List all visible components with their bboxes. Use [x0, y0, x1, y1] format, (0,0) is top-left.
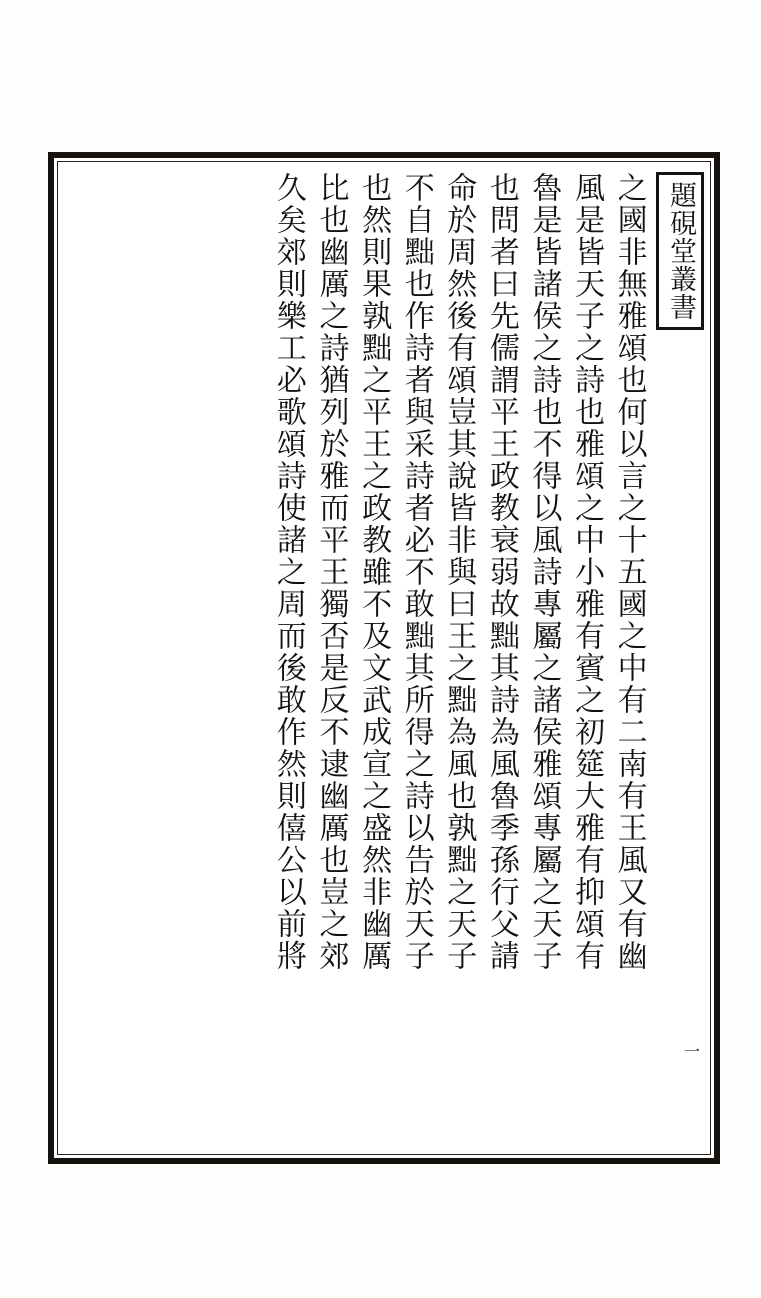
text-column-5: 命於周然後有頌豈其說皆非與曰王之黜為風也孰黜之天子 [441, 172, 477, 972]
text-column-6: 不自黜也作詩者與采詩者必不敢黜其所得之詩以告於天子 [398, 172, 434, 972]
text-column-4: 也問者曰先儒謂平王政教衰弱故黜其詩為風魯季孫行父請 [483, 172, 519, 972]
running-title-column [656, 168, 704, 1148]
vertical-text-area [64, 168, 704, 1148]
text-column-3: 魯是皆諸侯之詩也不得以風詩專屬之諸侯雅頌專屬之天子 [526, 172, 562, 972]
text-column-8: 比也幽厲之詩猶列於雅而平王獨否是反不逮幽厲也豈之郊 [313, 172, 349, 972]
folio-number: 一 [683, 1042, 700, 1061]
running-title-banner: 題硯堂叢書 [656, 172, 704, 330]
text-column-7: 也然則果孰黜之平王之政教雖不及文武成宣之盛然非幽厲 [356, 172, 392, 972]
text-block-frame [48, 152, 720, 1164]
text-column-1: 之國非無雅頌也何以言之十五國之中有二南有王風又有幽 [611, 172, 647, 972]
text-column-2: 風是皆天子之詩也雅頌之中小雅有賓之初筵大雅有抑頌有 [569, 172, 605, 972]
text-column-9: 久矣郊則樂工必歌頌詩使諸之周而後敢作然則僖公以前將 [270, 172, 306, 972]
